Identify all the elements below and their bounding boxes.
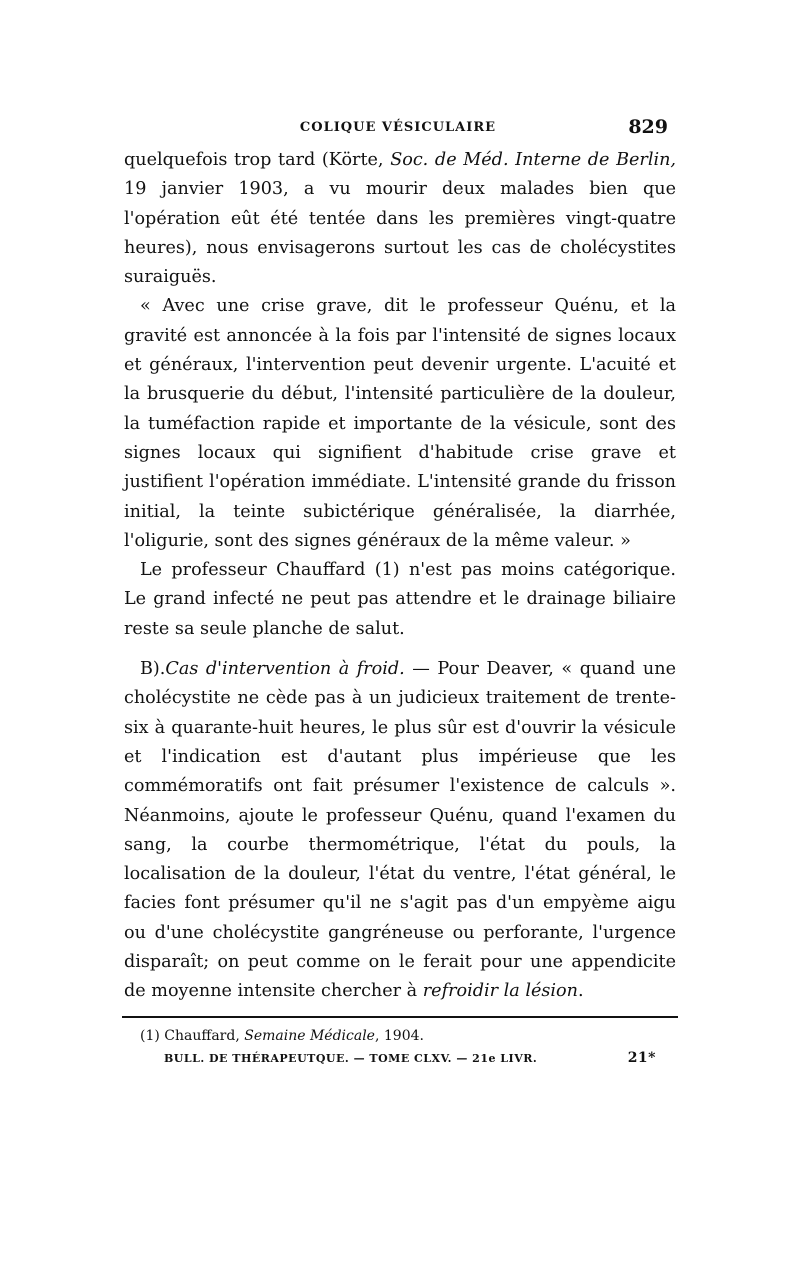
- paragraph-2: « Avec une crise grave, dit le professeur Quénu, et la gravité est annoncée à la fois par l'intensité de signes locaux et généraux, l'intervention peut devenir urgente. L'acuité et la brusquerie du début, l'intensité particulière de la douleur, la tuméfaction rapide et importante de la vésicule, sont des signes locaux qui signifient d'habitude crise grave et justifient l'opération immédiate. L'intensité grande du frisson initial, la teinte subictérique généralisée, la diarrhée, l'oligurie, sont des signes généraux de la même valeur. »: [124, 296, 676, 551]
- journal-title: Soc. de Méd. Interne de Berlin,: [390, 150, 677, 170]
- footer-journal: BULL. DE THÉRAPEUTQUE. — TOME CLXV. — 21e LIVR.: [164, 1051, 538, 1065]
- paragraph-3: Le professeur Chauffard (1) n'est pas moins catégorique. Le grand infecté ne peut pas attendre et le drainage biliaire reste sa seule planche de salut.: [124, 560, 676, 639]
- paragraph-1: quelquefois trop tard (Körte, Soc. de Méd. Interne de Berlin, 19 janvier 1903, a vu mourir deux malades bien que l'opération eût été tentée dans les premières vingt-quatre heures), nous envisagerons surtout les cas de cholécystites suraiguës.: [124, 150, 677, 288]
- paragraph-4: B).Cas d'intervention à froid. — Pour Deaver, « quand une cholécystite ne cède pas à un judicieux traitement de trente-six à quarante-huit heures, le plus sûr est d'ouvrir la vésicule et l'indication est d'autant plus impérieuse que les commémoratifs ont fait présumer l'existence de calculs ». Néanmoins, ajoute le professeur Quénu, quand l'examen du sang, la courbe thermométrique, l'état du pouls, la localisation de la douleur, l'état du ventre, l'état général, le facies font présumer qu'il ne s'agit pas d'un empyème aigu ou d'une cholécystite gangréneuse ou perforante, l'urgence disparaît; on peut comme on le ferait pour une appendicite de moyenne intensite chercher à refroidir la lésion.: [124, 659, 676, 1002]
- page-footer: [164, 1049, 678, 1074]
- footnote: (1) Chauffard, Semaine Médicale, 1904.: [140, 1027, 424, 1044]
- page: [118, 116, 678, 1074]
- section-heading: Cas d'intervention à froid.: [165, 659, 405, 680]
- emphasis-refroidir: refroidir la lésion: [422, 981, 578, 1002]
- body-text: [124, 146, 676, 1007]
- footer-signature: 21*: [627, 1049, 656, 1066]
- page-number: 829: [628, 116, 668, 138]
- footnote-rule: [122, 1016, 678, 1018]
- footnote-source: Semaine Médicale: [244, 1027, 375, 1044]
- running-title: COLIQUE VÉSICULAIRE: [299, 120, 497, 135]
- section-label: B).: [140, 659, 166, 680]
- running-header: [118, 116, 678, 146]
